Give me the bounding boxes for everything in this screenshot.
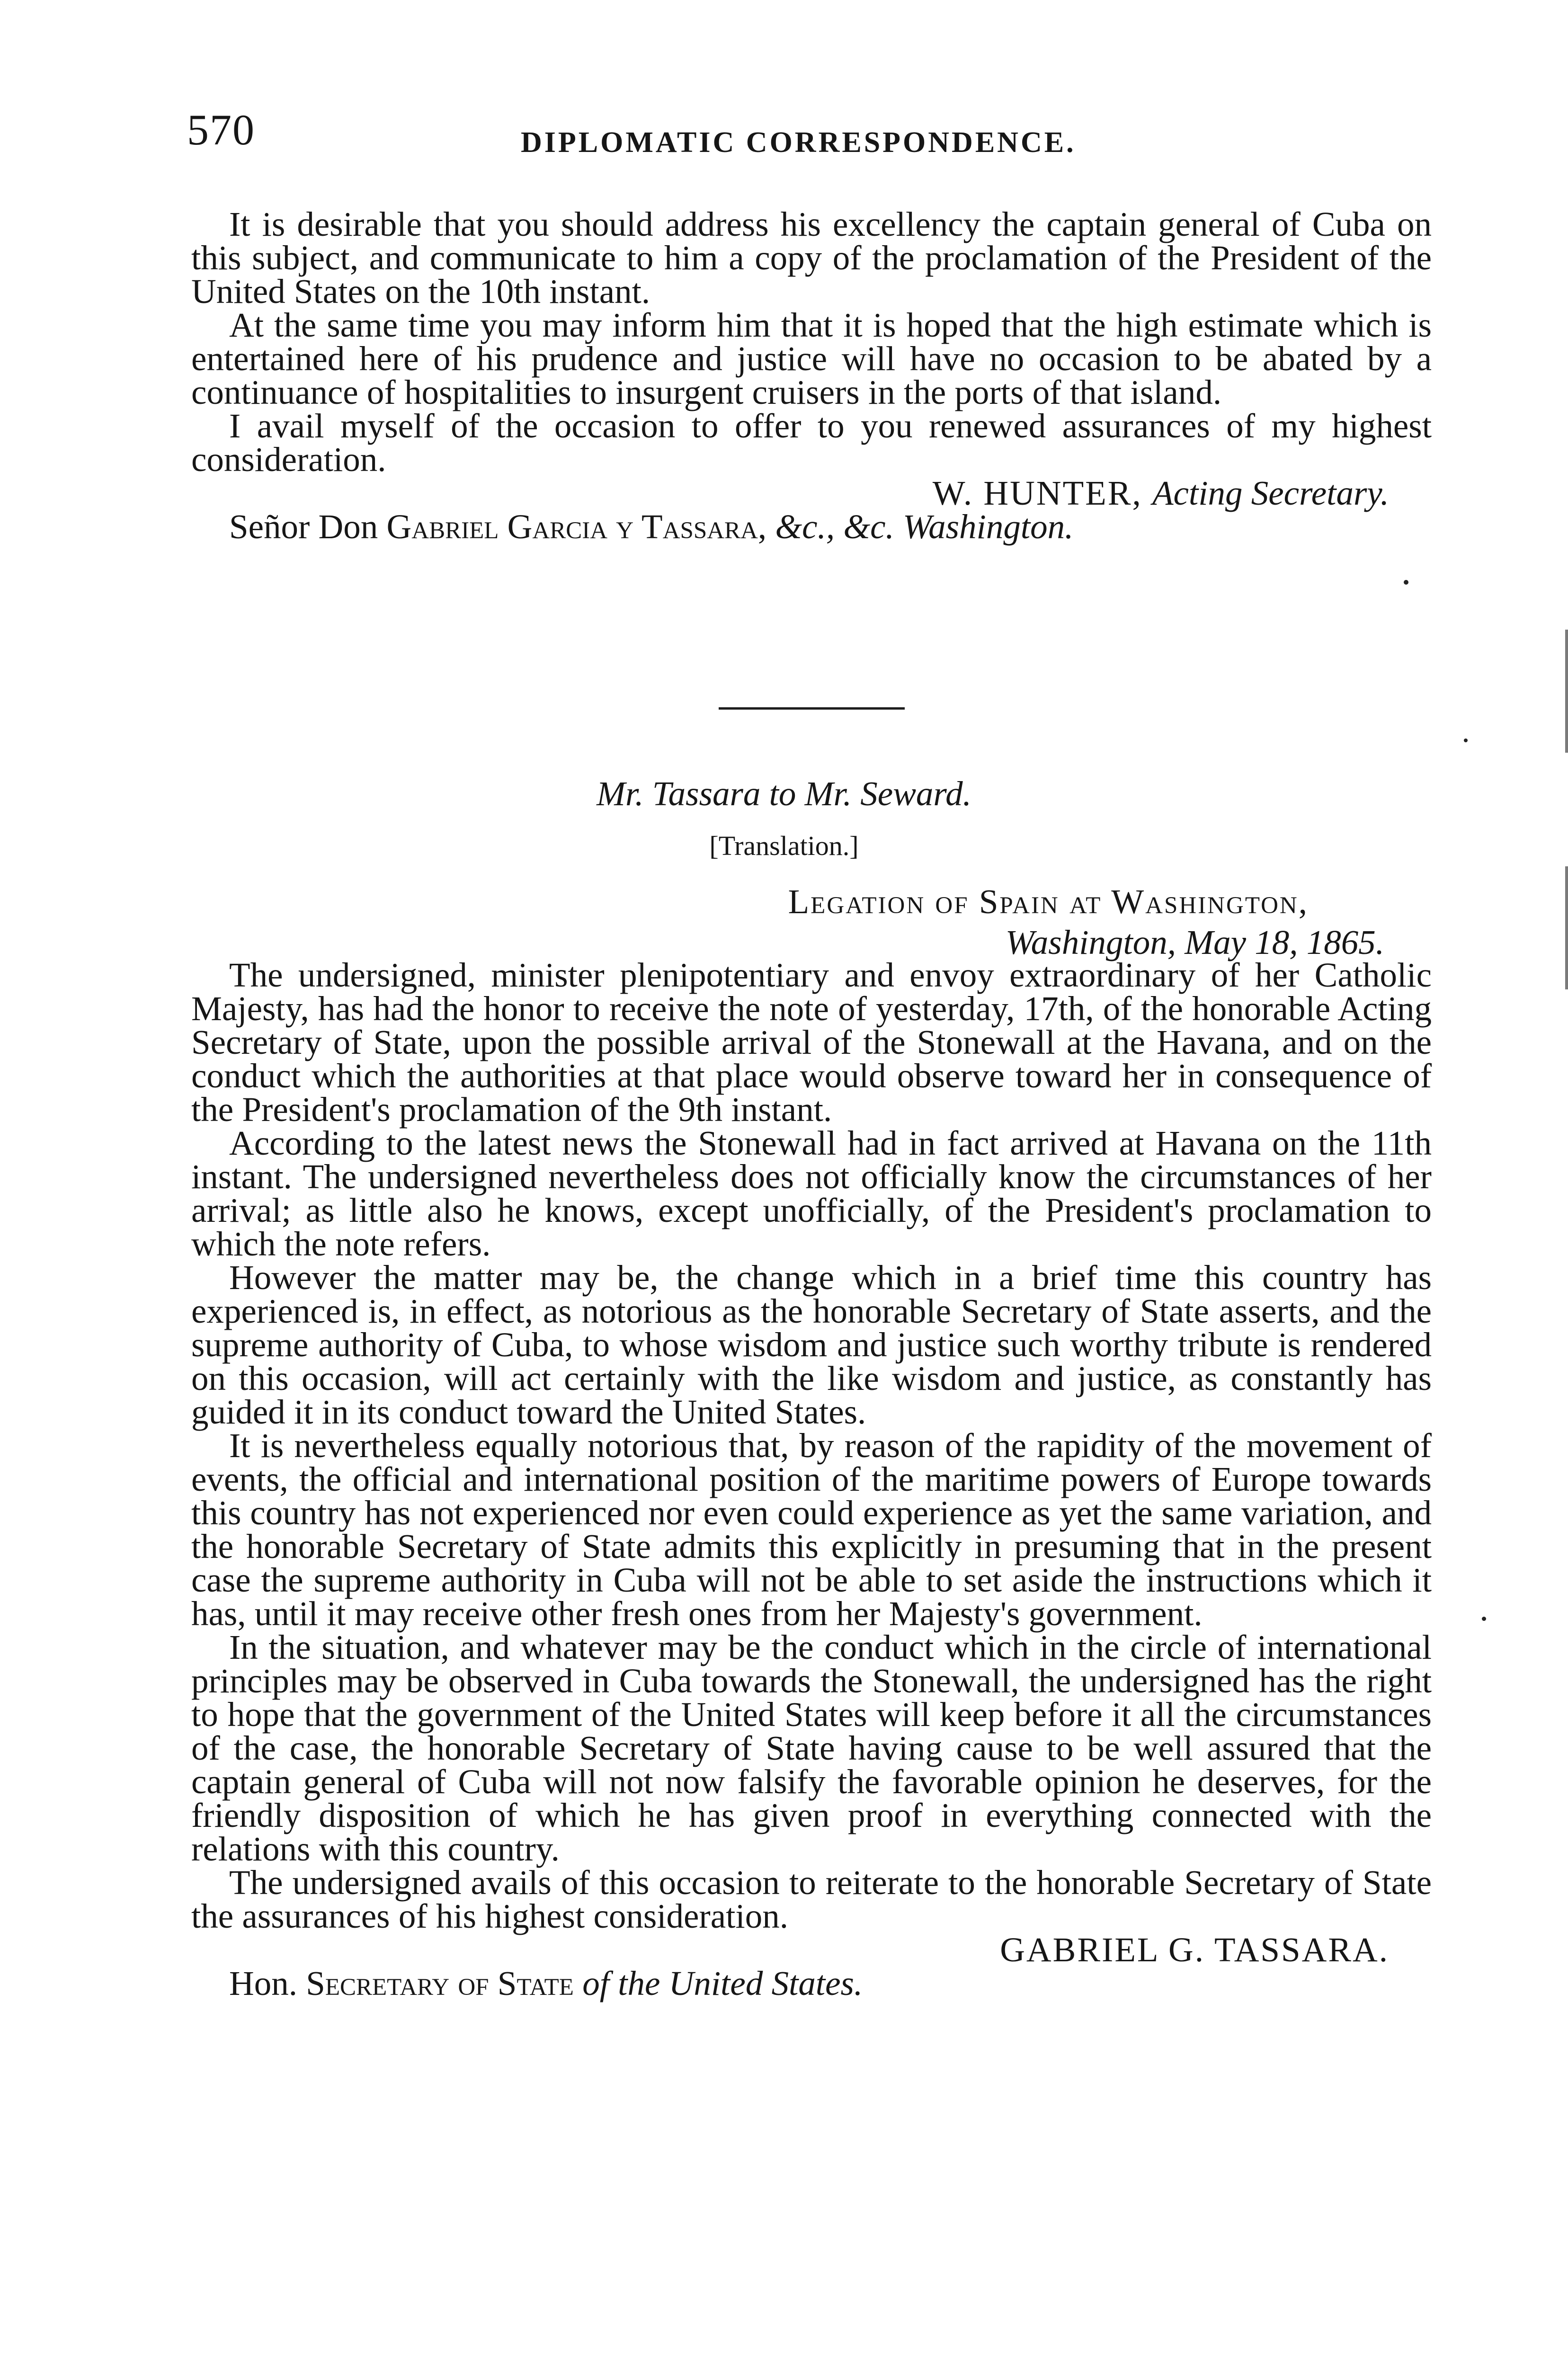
tassara-addressee [191, 1964, 1432, 2002]
letter-tassara-paragraph-1: The undersigned, minister plenipotentiary and envoy extraordinary of her Catholic Majesty, has had the honor to receive the note of yesterday, 17th, of the honorable Acting Secretary of State, upon the possible arrival of the Stonewall at the Havana, and on the conduct which the authorities at that place would observe toward her in consequence of the President's proclamation of the 9th instant. [191, 956, 1432, 1129]
tassara-addressee-of: of the United States. [582, 1964, 863, 2002]
running-head: DIPLOMATIC CORRESPONDENCE. [521, 126, 1076, 159]
tassara-signature-name: GABRIEL G. TASSARA. [1000, 1931, 1389, 1969]
hunter-addressee-prefix: Señor Don [229, 507, 378, 546]
dateline-organization-text: Legation of Spain at Washington, [788, 882, 1309, 921]
translation-note: [Translation.] [709, 830, 859, 861]
letter-tassara-paragraph-4: It is nevertheless equally notorious that, by reason of the rapidity of the movement of events, the official and international position of the maritime powers of Europe towards this country has not experienced nor even could experience as yet the same variation, and the honorable Secretary of State admits this explicitly in presuming that in the present case the supreme authority in Cuba will not be able to set aside the instructions which it has, until it may receive other fresh ones from her Majesty's government. [191, 1426, 1432, 1633]
tassara-addressee-prefix: Hon. [229, 1964, 297, 2002]
section-divider [719, 707, 905, 710]
hunter-addressee-name: Gabriel Garcia y Tassara, [386, 507, 767, 546]
scan-speck [1464, 739, 1468, 742]
letter-tassara-paragraph-3: However the matter may be, the change which in a brief time this country has experienced is, in effect, as notorious as the honorable Secretary of State asserts, and the supreme authority of Cuba, to whose wisdom and justice such worthy tribute is rendered on this occasion, will act certainly with the like wisdom and justice, as constantly has guided it in its conduct toward the United States. [191, 1258, 1432, 1431]
scan-speck [1404, 580, 1408, 585]
hunter-addressee-place: Washington. [903, 507, 1074, 546]
letter-heading: Mr. Tassara to Mr. Seward. [597, 774, 971, 813]
letter-hunter-paragraph-2: At the same time you may inform him that it is hoped that the high estimate which is entertained here of his prudence and justice will have no occasion to be abated by a continuance of hospitalities to insurgent cruisers in the ports of that island. [191, 306, 1432, 411]
letter-tassara-paragraph-6: The undersigned avails of this occasion to reiterate to the honorable Secretary of State the assurances of his highest consideration. [191, 1863, 1432, 1935]
letter-tassara-paragraph-5: In the situation, and whatever may be the conduct which in the circle of international principles may be observed in Cuba towards the Stonewall, the undersigned has the right to hope that the government of the United States will keep before it all the circumstances of the case, the honorable Secretary of State having cause to be well assured that the captain general of Cuba will not now falsify the favorable opinion he deserves, for the friendly disposition of which he has given proof in everything connected with the relations with this country. [191, 1628, 1432, 1868]
scan-edge-mark [1565, 630, 1568, 753]
tassara-addressee-office: Secretary of State [306, 1964, 574, 2002]
hunter-addressee-etc: &c., &c. [775, 507, 894, 546]
scan-speck [1482, 1617, 1486, 1621]
letter-hunter [191, 205, 1432, 546]
scan-edge-mark [1565, 866, 1568, 989]
letter-tassara-paragraph-2: According to the latest news the Stonewall had in fact arrived at Havana on the 11th instant. The undersigned nevertheless does not officially know the circumstances of her arrival; as little also he knows, except unofficially, of the President's proclamation to which the note refers. [191, 1124, 1432, 1263]
hunter-signature-name: W. HUNTER, [932, 474, 1142, 512]
hunter-signature [191, 476, 1432, 510]
page-number: 570 [187, 106, 255, 154]
dateline-place-date: Washington, May 18, 1865. [1005, 923, 1384, 961]
letter-hunter-paragraph-3: I avail myself of the occasion to offer to you renewed assurances of my highest consideration. [191, 407, 1432, 479]
hunter-signature-title: Acting Secretary. [1152, 474, 1389, 512]
dateline-organization [191, 884, 1403, 919]
letter-hunter-paragraph-1: It is desirable that you should address his excellency the captain general of Cuba on this subject, and communicate to him a copy of the proclamation of the President of the United States on the 10th instant. [191, 205, 1432, 311]
tassara-signature [191, 1933, 1432, 1967]
letter-tassara [191, 958, 1432, 2000]
hunter-addressee [191, 507, 1432, 546]
